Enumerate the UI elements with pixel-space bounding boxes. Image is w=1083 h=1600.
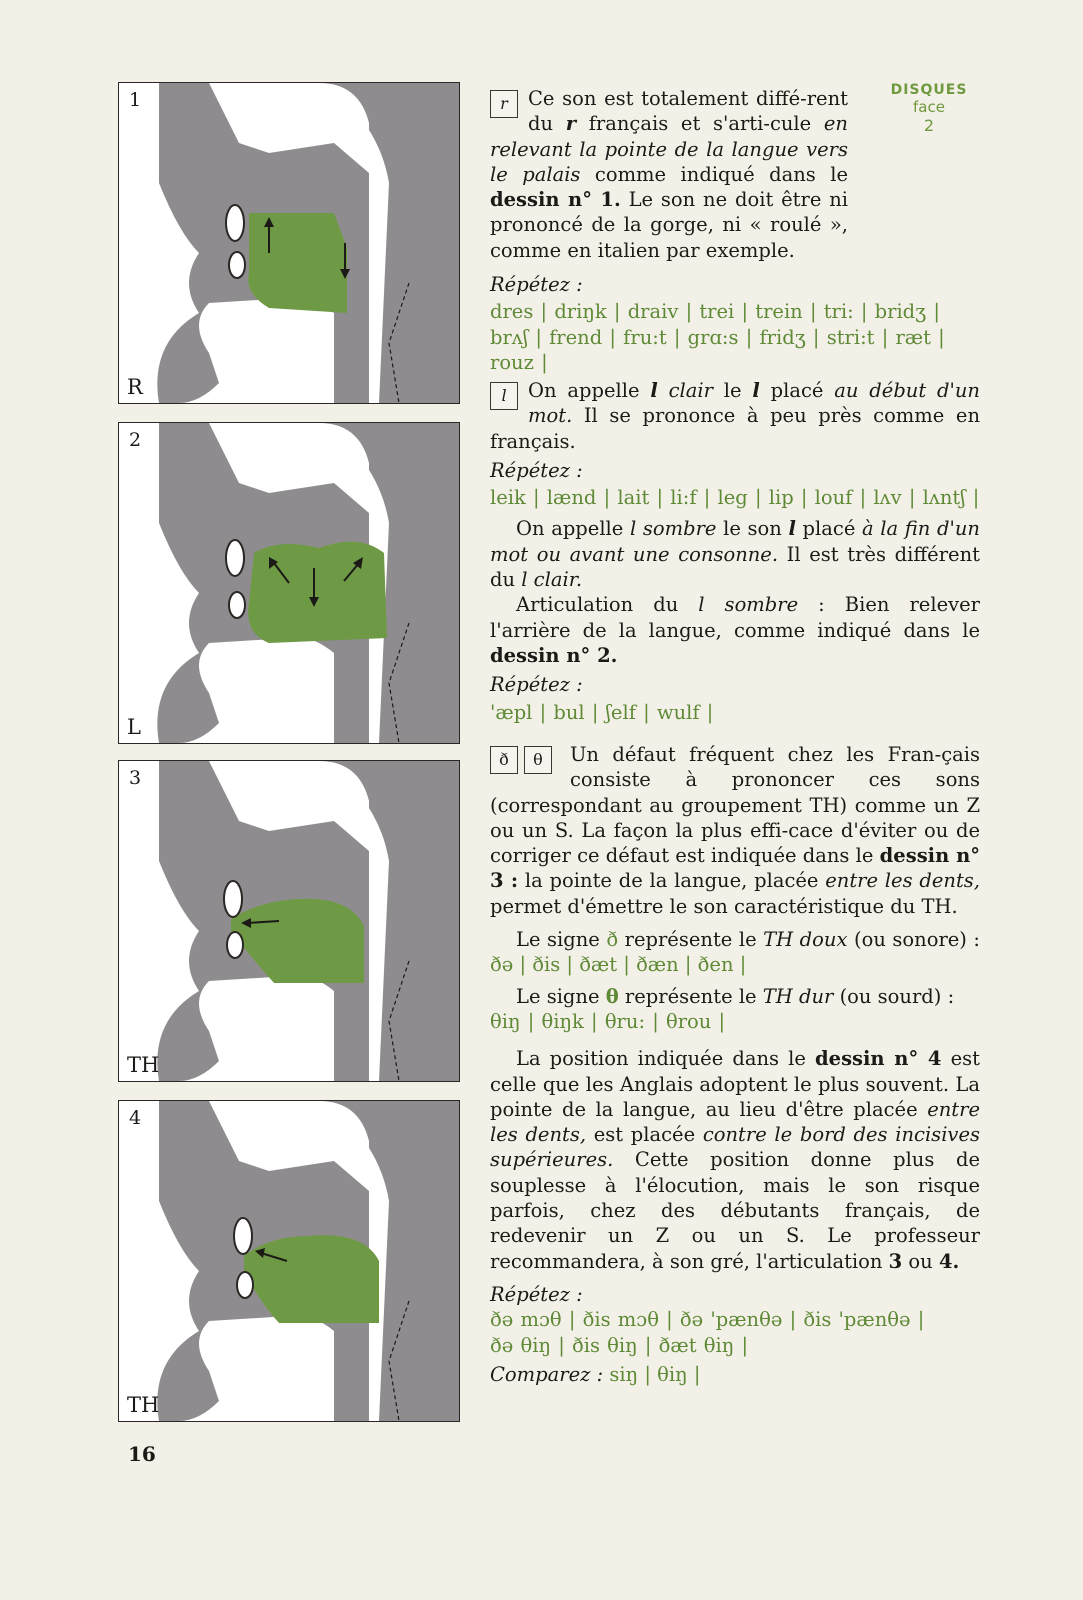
italic-text: TH doux bbox=[763, 928, 848, 952]
italic-text: entre les dents, bbox=[825, 869, 980, 893]
figure-4-th bbox=[118, 1100, 460, 1422]
phoneme-boxes bbox=[490, 746, 558, 774]
text: la pointe de la langue, placée bbox=[518, 869, 826, 893]
section-r bbox=[490, 86, 848, 263]
figure-label: R bbox=[127, 375, 143, 399]
italic-text: l clair. bbox=[521, 568, 583, 592]
figure-label: TH bbox=[127, 1393, 160, 1417]
bold-text: dessin n° 2. bbox=[490, 643, 618, 667]
text: le son bbox=[716, 517, 789, 541]
repetez-label: Répétez : bbox=[490, 273, 583, 296]
ipa-words: 'æpl | bul | ʃelf | wulf | bbox=[490, 700, 714, 724]
italic-text: TH dur bbox=[762, 984, 834, 1008]
page-number: 16 bbox=[128, 1442, 156, 1466]
repetez-label: Répétez : bbox=[490, 458, 583, 482]
section-r-paragraph bbox=[490, 86, 848, 263]
ipa-symbol: θ bbox=[605, 984, 619, 1008]
ipa-symbol: ð bbox=[606, 928, 619, 952]
text: placé bbox=[795, 517, 863, 541]
comparez-line bbox=[490, 1362, 980, 1387]
figure-number: 1 bbox=[129, 89, 142, 111]
bold-text: dessin n° 1. bbox=[490, 188, 621, 212]
text: est placée bbox=[586, 1123, 703, 1147]
ipa-words: ðə | ðis | ðæt | ðæn | ðen | bbox=[490, 953, 747, 977]
italic-text: à la fin d'un mot ou avant une consonne. bbox=[490, 517, 980, 566]
repetez-label: Répétez : bbox=[490, 1282, 583, 1306]
section-l-paragraph bbox=[490, 378, 980, 454]
position-paragraph bbox=[490, 1046, 980, 1274]
figure-label: L bbox=[127, 715, 141, 739]
bold-text: dessin n° 4 bbox=[815, 1047, 942, 1071]
repetez-label: Répétez : bbox=[490, 673, 583, 697]
text: est celle que les Anglais adoptent le plus souvent. La pointe de la langue, au lieu d'être placée bbox=[490, 1047, 980, 1121]
mouth-diagram-l bbox=[119, 423, 459, 743]
text: La position indiquée dans le bbox=[516, 1047, 816, 1071]
phoneme-box-r: r bbox=[490, 90, 518, 118]
letter: r bbox=[565, 112, 577, 136]
italic-text: l sombre bbox=[698, 593, 799, 617]
comparez-label: Comparez : bbox=[490, 1362, 604, 1386]
bold-text: dessin n° 3 : bbox=[490, 844, 980, 893]
disques-stamp bbox=[888, 82, 970, 135]
ipa-words: dres | driŋk | draiv | trei | trein | tri: | bridʒ | brʌʃ | frend | fru:t | grɑ:s | fridʒ | stri:t | ræt | rouz | bbox=[490, 300, 945, 374]
text: (ou sonore) : bbox=[847, 928, 980, 952]
text: Le signe bbox=[516, 984, 606, 1008]
text: On appelle bbox=[516, 517, 630, 541]
figure-number: 2 bbox=[129, 429, 142, 451]
bold-text: 4. bbox=[938, 1249, 960, 1273]
disques-word: DISQUES bbox=[890, 82, 968, 98]
phoneme-box-eth: ð bbox=[490, 746, 518, 774]
italic-text: en relevant la pointe de la langue vers le palais bbox=[490, 112, 848, 186]
section-r-exercise bbox=[490, 268, 980, 381]
phoneme-box-l: l bbox=[490, 382, 518, 410]
figure-number: 4 bbox=[129, 1107, 142, 1129]
figure-3-th bbox=[118, 760, 460, 1082]
italic-text: clair bbox=[657, 379, 713, 402]
text: Articulation du bbox=[516, 593, 699, 617]
sign-theta-paragraph bbox=[490, 984, 980, 1009]
phoneme-box-theta: θ bbox=[524, 746, 552, 774]
text: le bbox=[712, 379, 753, 402]
text: ou bbox=[902, 1249, 939, 1273]
text: (ou sourd) : bbox=[833, 984, 955, 1008]
disques-face: face bbox=[913, 98, 945, 116]
bold-text: 3 bbox=[888, 1249, 903, 1273]
text: Cette position donne plus de souplesse à l'élocution, mais le son risque parfois, chez des débutants français, de redevenir un Z ou un S. Le professeur recommandera, à son gré, l'articulation bbox=[490, 1148, 980, 1273]
figure-1-r bbox=[118, 82, 460, 404]
text: permet d'émettre le son caractéristique du TH. bbox=[490, 894, 958, 918]
text: Un défaut fréquent chez les Fran-çais consiste à prononcer ces sons (correspondant au groupement TH) comme un Z ou un S. La façon la plus effi-cace d'éviter ou de corriger ce défaut est indiquée dans le bbox=[490, 743, 980, 868]
ipa-words: θiŋ | θiŋk | θru: | θrou | bbox=[490, 1009, 726, 1033]
letter: l bbox=[788, 517, 796, 541]
section-th bbox=[490, 742, 980, 1387]
italic-text: l sombre bbox=[629, 517, 717, 541]
text: Le son ne doit être ni prononcé de la gorge, ni « roulé », comme en italien par exemple. bbox=[490, 188, 848, 262]
text: placé bbox=[759, 379, 835, 402]
italic-text: entre les dents, bbox=[490, 1097, 980, 1147]
figure-2-l bbox=[118, 422, 460, 744]
italic-text: au début d'un mot. bbox=[528, 379, 980, 428]
mouth-diagram-th-3 bbox=[119, 761, 459, 1081]
figure-label: TH bbox=[127, 1053, 160, 1077]
text: Le signe bbox=[516, 928, 607, 952]
text: On appelle bbox=[528, 379, 651, 402]
ipa-words: leik | lænd | lait | li:f | leg | lip | louf | lʌv | lʌntʃ | bbox=[490, 486, 980, 510]
mouth-diagram-th-4 bbox=[119, 1101, 459, 1421]
text: Il est très différent du bbox=[490, 542, 980, 592]
text: représente le bbox=[618, 984, 763, 1008]
italic-text: contre le bord des incisives supérieures. bbox=[490, 1123, 980, 1172]
articulation-paragraph bbox=[490, 592, 980, 668]
text: Il se prononce à peu près comme en français. bbox=[490, 404, 980, 453]
letter: l bbox=[752, 379, 760, 402]
letter: l bbox=[650, 379, 658, 402]
text: représente le bbox=[618, 928, 764, 952]
ipa-words: ðə mɔθ | ðis mɔθ | ðə 'pænθə | ðis 'pænθə | bbox=[490, 1308, 925, 1332]
disques-number: 2 bbox=[923, 116, 935, 135]
section-l bbox=[490, 378, 980, 731]
th-paragraph bbox=[490, 742, 980, 919]
ipa-words: siŋ | θiŋ | bbox=[609, 1362, 701, 1386]
text: Ce son est totalement diffé-rent du bbox=[528, 87, 848, 136]
l-sombre-paragraph bbox=[490, 516, 980, 592]
text: comme indiqué dans le bbox=[580, 162, 848, 186]
figure-number: 3 bbox=[129, 767, 142, 789]
ipa-words: ðə θiŋ | ðis θiŋ | ðæt θiŋ | bbox=[490, 1333, 749, 1357]
sign-eth-paragraph bbox=[490, 927, 980, 978]
text: : Bien relever l'arrière de la langue, comme indiqué dans le bbox=[490, 593, 980, 642]
mouth-diagram-r bbox=[119, 83, 459, 403]
text: français et s'arti-cule bbox=[576, 112, 824, 136]
